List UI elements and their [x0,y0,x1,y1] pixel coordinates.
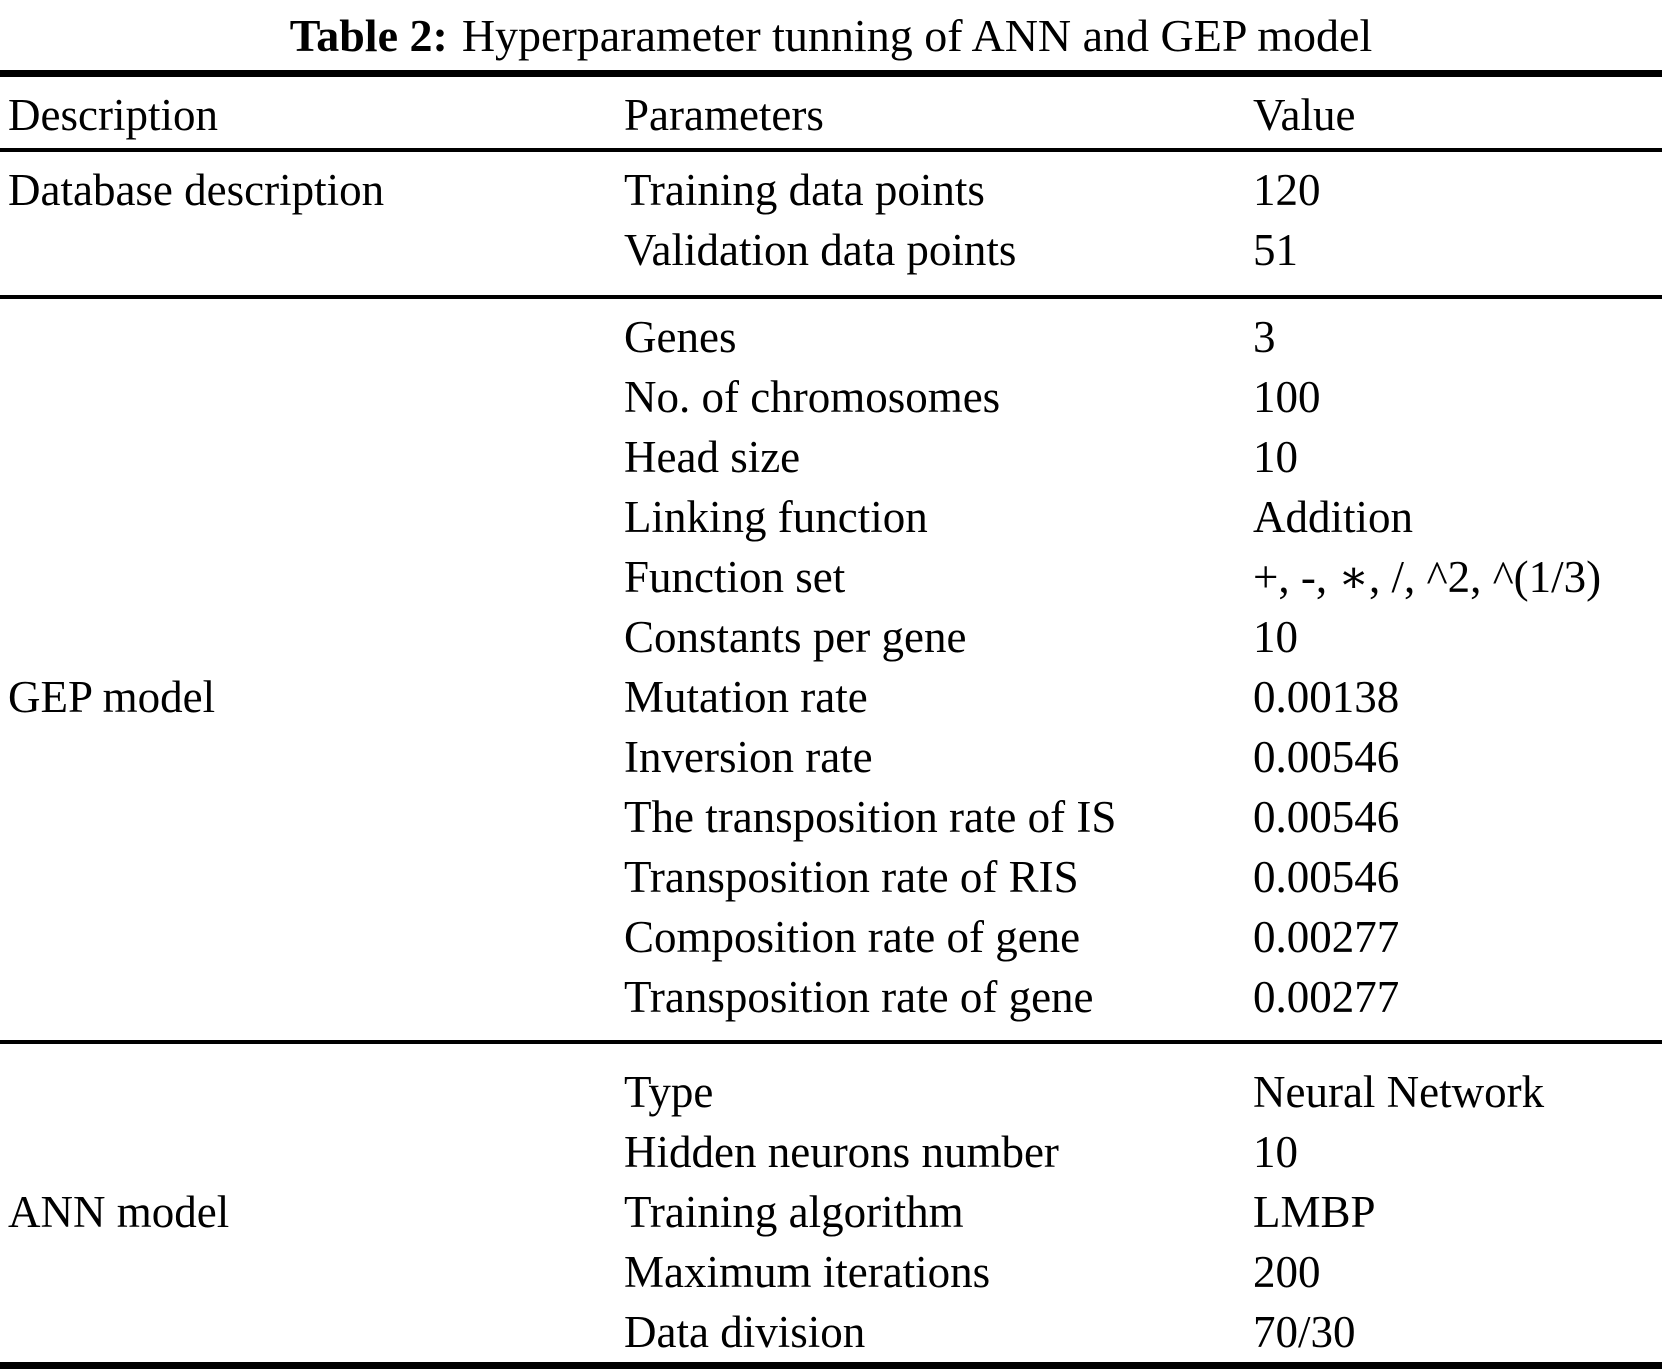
param-cell: Transposition rate of RIS [624,852,1079,902]
column-header-value: Value [1253,90,1356,140]
param-cell: Constants per gene [624,612,967,662]
param-cell: Training data points [624,165,985,215]
param-cell: Function set [624,552,846,602]
value-cell: Addition [1253,492,1414,542]
param-cell: Validation data points [624,225,1017,275]
param-cell: Composition rate of gene [624,912,1081,962]
value-cell: 51 [1253,225,1298,275]
param-cell: Head size [624,432,801,482]
param-cell: Inversion rate [624,732,873,782]
param-cell: Hidden neurons number [624,1127,1059,1177]
section-description-label: Database description [8,165,385,215]
value-cell: 200 [1253,1247,1321,1297]
table-header-row [0,77,1662,148]
value-cell: 120 [1253,165,1321,215]
column-header-parameters: Parameters [624,90,824,140]
section-description-label: ANN model [8,1187,230,1237]
value-cell: 3 [1253,312,1276,362]
value-cell: 0.00277 [1253,972,1400,1022]
value-cell: 0.00546 [1253,792,1400,842]
param-cell: Type [624,1067,714,1117]
value-cell: Neural Network [1253,1067,1545,1117]
param-cell: The transposition rate of IS [624,792,1117,842]
table-caption-label: Table 2: [289,10,448,61]
column-header-description: Description [8,90,218,140]
section-description-label: GEP model [8,672,216,722]
value-cell: 10 [1253,432,1298,482]
value-cell: 0.00138 [1253,672,1400,722]
param-cell: Mutation rate [624,672,868,722]
value-cell: 0.00277 [1253,912,1400,962]
value-cell: +, -, ∗, /, ^2, ^(1/3) [1253,552,1602,602]
param-cell: Maximum iterations [624,1247,991,1297]
value-cell: LMBP [1253,1187,1376,1237]
param-cell: Training algorithm [624,1187,964,1237]
table-caption-text: Hyperparameter tunning of ANN and GEP model [461,10,1373,61]
param-cell: Transposition rate of gene [624,972,1094,1022]
param-cell: Genes [624,312,737,362]
value-cell: 10 [1253,612,1298,662]
param-cell: Linking function [624,492,928,542]
value-cell: 0.00546 [1253,732,1400,782]
param-cell: Data division [624,1307,866,1357]
value-cell: 0.00546 [1253,852,1400,902]
value-cell: 100 [1253,372,1321,422]
top-rule [0,70,1662,77]
section-gep-model [0,299,1662,1040]
value-cell: 10 [1253,1127,1298,1177]
section-database-description [0,152,1662,295]
param-cell: No. of chromosomes [624,372,1001,422]
section-ann-model [0,1044,1662,1362]
bottom-rule [0,1362,1662,1369]
value-cell: 70/30 [1253,1307,1356,1357]
table-caption [0,0,1662,70]
